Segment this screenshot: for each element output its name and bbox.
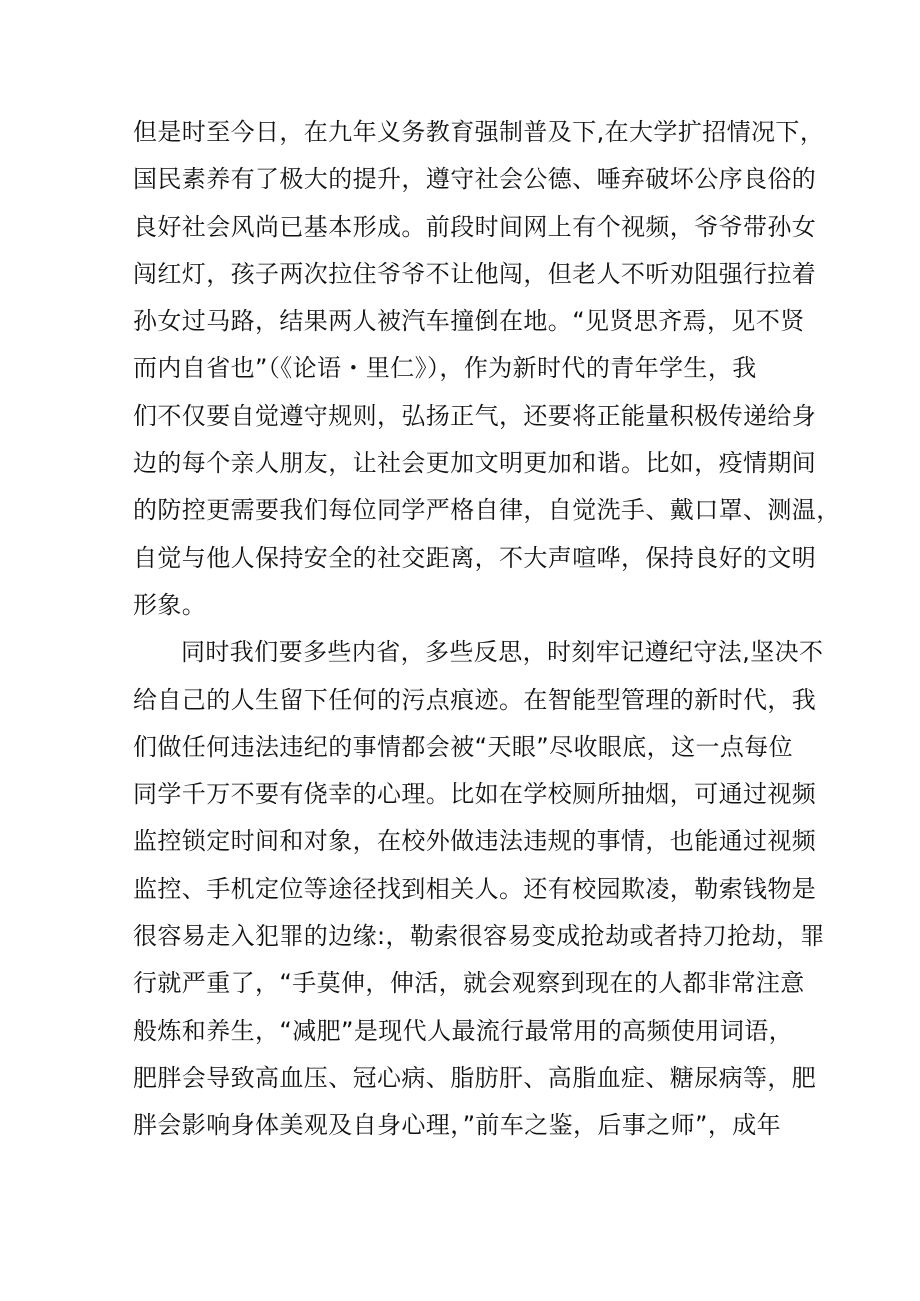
text-line: 肥胖会导致高血压、冠心病、脂肪肝、高脂血症、糖尿病等，肥 <box>133 1063 817 1092</box>
text-line: 们不仅要自觉遵守规则，弘扬正气，还要将正能量积极传递给身 <box>133 401 817 430</box>
text-line: 给自己的人生留下任何的污点痕迹。在智能型管理的新时代，我 <box>133 685 817 714</box>
text-line: 监控锁定时间和对象，在校外做违法违规的事情，也能通过视频 <box>133 827 817 856</box>
text-line: 形象。 <box>133 590 207 619</box>
text-line: 良好社会风尚已基本形成。前段时间网上有个视频，爷爷带孙女 <box>133 212 817 241</box>
text-line: 同时我们要多些内省，多些反思，时刻牢记遵纪守法,坚决不 <box>181 638 824 667</box>
text-line: 而内自省也”（《论语・里仁》），作为新时代的青年学生，我 <box>133 354 757 383</box>
text-line: 般炼和养生，“减肥”是现代人最流行最常用的高频使用词语， <box>133 1016 794 1045</box>
text-line: 但是时至今日，在九年义务教育强制普及下,在大学扩招情况下， <box>133 118 825 146</box>
text-line: 们做任何违法违纪的事情都会被“天眼”尽收眼底，这一点每位 <box>133 732 794 761</box>
paragraph-1 <box>133 109 841 629</box>
paragraph-2 <box>133 629 825 1149</box>
text-line: 孙女过马路，结果两人被汽车撞倒在地。“见贤思齐焉，见不贤 <box>133 307 805 336</box>
text-line: 同学千万不要有侥幸的心理。比如在学校厕所抽烟，可通过视频 <box>133 780 817 809</box>
document-body <box>133 109 841 1150</box>
text-line: 闯红灯，孩子两次拉住爷爷不让他闯，但老人不听劝阻强行拉着 <box>133 259 817 288</box>
text-line: 很容易走入犯罪的边缘:，勒索很容易变成抢劫或者持刀抢劫，罪 <box>133 922 825 951</box>
text-line: 行就严重了，“手莫伸，伸活，就会观察到现在的人都非常注意 <box>133 969 805 998</box>
text-line: 自觉与他人保持安全的社交距离，不大声喧哗，保持良好的文明 <box>133 543 817 572</box>
text-line: 边的每个亲人朋友，让社会更加文明更加和谐。比如，疫情期间 <box>133 449 817 478</box>
text-line: 监控、手机定位等途径找到相关人。还有校园欺凌，勒索钱物是 <box>133 874 817 903</box>
text-line: 的防控更需要我们每位同学严格自律，自觉洗手、戴口罩、测温， <box>133 496 841 525</box>
text-line: 胖会影响身体美观及自身心理，”前车之鉴，后事之师”，成年 <box>133 1111 782 1140</box>
text-line: 国民素养有了极大的提升，遵守社会公德、唾弃破坏公序良俗的 <box>133 165 817 194</box>
